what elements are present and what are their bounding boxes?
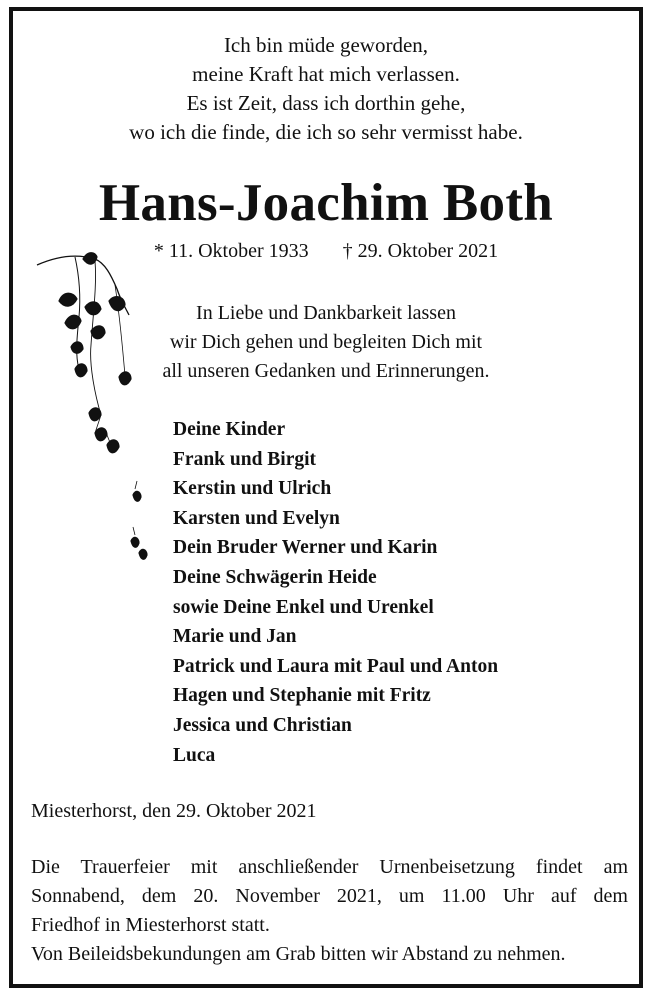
notice-line: Die Trauerfeier mit anschließender Urnenbeisetzung findet am <box>31 856 628 878</box>
poem-line: meine Kraft hat mich verlassen. <box>192 62 460 86</box>
family-line: Jessica und Christian <box>173 714 352 736</box>
tribute-line: wir Dich gehen und begleiten Dich mit <box>169 331 483 353</box>
poem-line: Ich bin müde geworden, <box>223 33 429 57</box>
family-line: Marie und Jan <box>173 626 297 648</box>
poem <box>13 31 639 147</box>
notice-line: Von Beileidsbekundungen am Grab bitten wir Abstand zu nehmen. <box>31 943 566 965</box>
birch-leaves-icon <box>35 245 155 575</box>
family-line: sowie Deine Enkel und Urenkel <box>173 596 434 618</box>
death-date: † 29. Oktober 2021 <box>342 240 499 262</box>
poem-line: wo ich die finde, die ich so sehr vermisst habe. <box>129 120 523 144</box>
family-line: Deine Schwägerin Heide <box>173 566 377 588</box>
tribute-line: In Liebe und Dankbarkeit lassen <box>196 302 456 324</box>
poem-line: Es ist Zeit, dass ich dorthin gehe, <box>186 91 466 115</box>
tribute-text <box>13 299 639 386</box>
family-line: Kerstin und Ulrich <box>173 478 332 500</box>
family-list <box>173 415 498 770</box>
birth-date: * 11. Oktober 1933 <box>153 240 309 262</box>
funeral-notice <box>31 853 628 969</box>
family-line: Dein Bruder Werner und Karin <box>173 537 438 559</box>
family-line: Hagen und Stephanie mit Fritz <box>173 685 431 707</box>
family-line: Luca <box>173 744 216 766</box>
place-and-date: Miesterhorst, den 29. Oktober 2021 <box>31 800 317 822</box>
family-line: Patrick und Laura mit Paul und Anton <box>173 655 499 677</box>
notice-line: Sonnabend, dem 20. November 2021, um 11.00 Uhr auf dem <box>31 885 628 907</box>
family-line: Deine Kinder <box>173 419 286 440</box>
family-line: Karsten und Evelyn <box>173 507 340 529</box>
notice-line: Friedhof in Miesterhorst statt. <box>31 914 270 936</box>
family-line: Frank und Birgit <box>173 448 317 470</box>
obituary-card <box>9 7 643 988</box>
deceased-name: Hans-Joachim Both <box>98 174 554 232</box>
tribute-line: all unseren Gedanken und Erinnerungen. <box>162 360 490 382</box>
